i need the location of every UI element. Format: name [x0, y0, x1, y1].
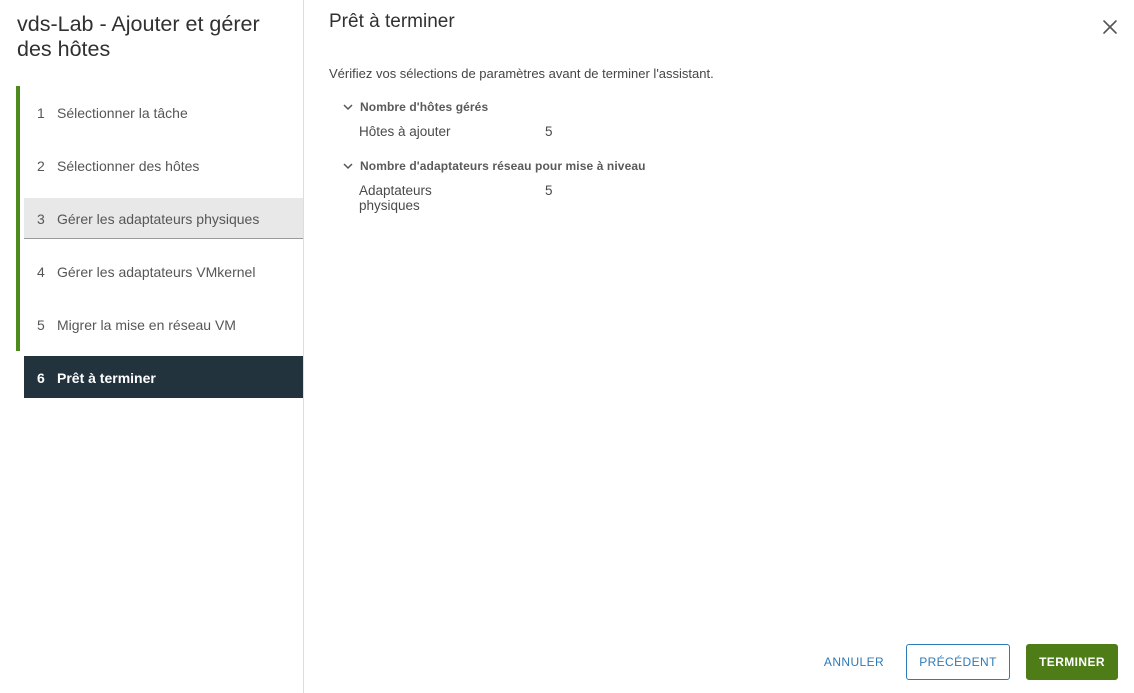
step-label: Gérer les adaptateurs VMkernel: [57, 263, 256, 280]
wizard-title: vds-Lab - Ajouter et gérer des hôtes: [17, 12, 260, 61]
step-number: 4: [37, 263, 45, 280]
finish-button[interactable]: TERMINER: [1026, 644, 1118, 680]
step-number: 2: [37, 157, 45, 174]
field-value: 5: [545, 183, 553, 198]
chevron-down-icon: [342, 101, 354, 113]
step-label: Migrer la mise en réseau VM: [57, 316, 236, 333]
step-item-5[interactable]: [16, 298, 303, 351]
step-item-6[interactable]: [16, 351, 303, 404]
step-label: Sélectionner des hôtes: [57, 157, 200, 174]
step-item-2[interactable]: [16, 139, 303, 192]
section-heading: Nombre d'hôtes gérés: [360, 100, 489, 114]
step-label: Sélectionner la tâche: [57, 104, 188, 121]
step-progress-bar: [16, 351, 20, 404]
step-progress-bar: [16, 139, 20, 192]
field-label: Hôtes à ajouter: [359, 124, 451, 139]
step-item-3[interactable]: [16, 192, 303, 245]
step-item-4[interactable]: [16, 245, 303, 298]
page-title: Prêt à terminer: [329, 11, 455, 32]
step-number: 1: [37, 104, 45, 121]
step-progress-bar: [16, 245, 20, 298]
field-label: Adaptateurs physiques: [359, 183, 432, 213]
step-progress-bar: [16, 86, 20, 139]
cancel-button[interactable]: ANNULER: [823, 655, 885, 669]
step-label: Prêt à terminer: [57, 369, 156, 386]
chevron-down-icon: [342, 160, 354, 172]
step-label: Gérer les adaptateurs physiques: [57, 210, 260, 227]
step-progress-bar: [16, 192, 20, 245]
step-number: 6: [37, 369, 45, 386]
pane-divider: [303, 0, 304, 693]
step-number: 5: [37, 316, 45, 333]
close-button[interactable]: [1100, 17, 1120, 37]
wizard-step-nav: [0, 0, 303, 693]
step-progress-bar: [16, 298, 20, 351]
previous-button[interactable]: PRÉCÉDENT: [906, 644, 1010, 680]
section-heading: Nombre d'adaptateurs réseau pour mise à niveau: [360, 159, 646, 173]
intro-text: Vérifiez vos sélections de paramètres avant de terminer l'assistant.: [329, 66, 714, 81]
section-toggle-managed-hosts[interactable]: [342, 100, 488, 114]
close-icon: [1100, 17, 1120, 37]
field-value: 5: [545, 124, 553, 139]
step-list: [16, 86, 303, 404]
section-toggle-network-adapters[interactable]: [342, 159, 646, 173]
step-number: 3: [37, 210, 45, 227]
step-item-1[interactable]: [16, 86, 303, 139]
